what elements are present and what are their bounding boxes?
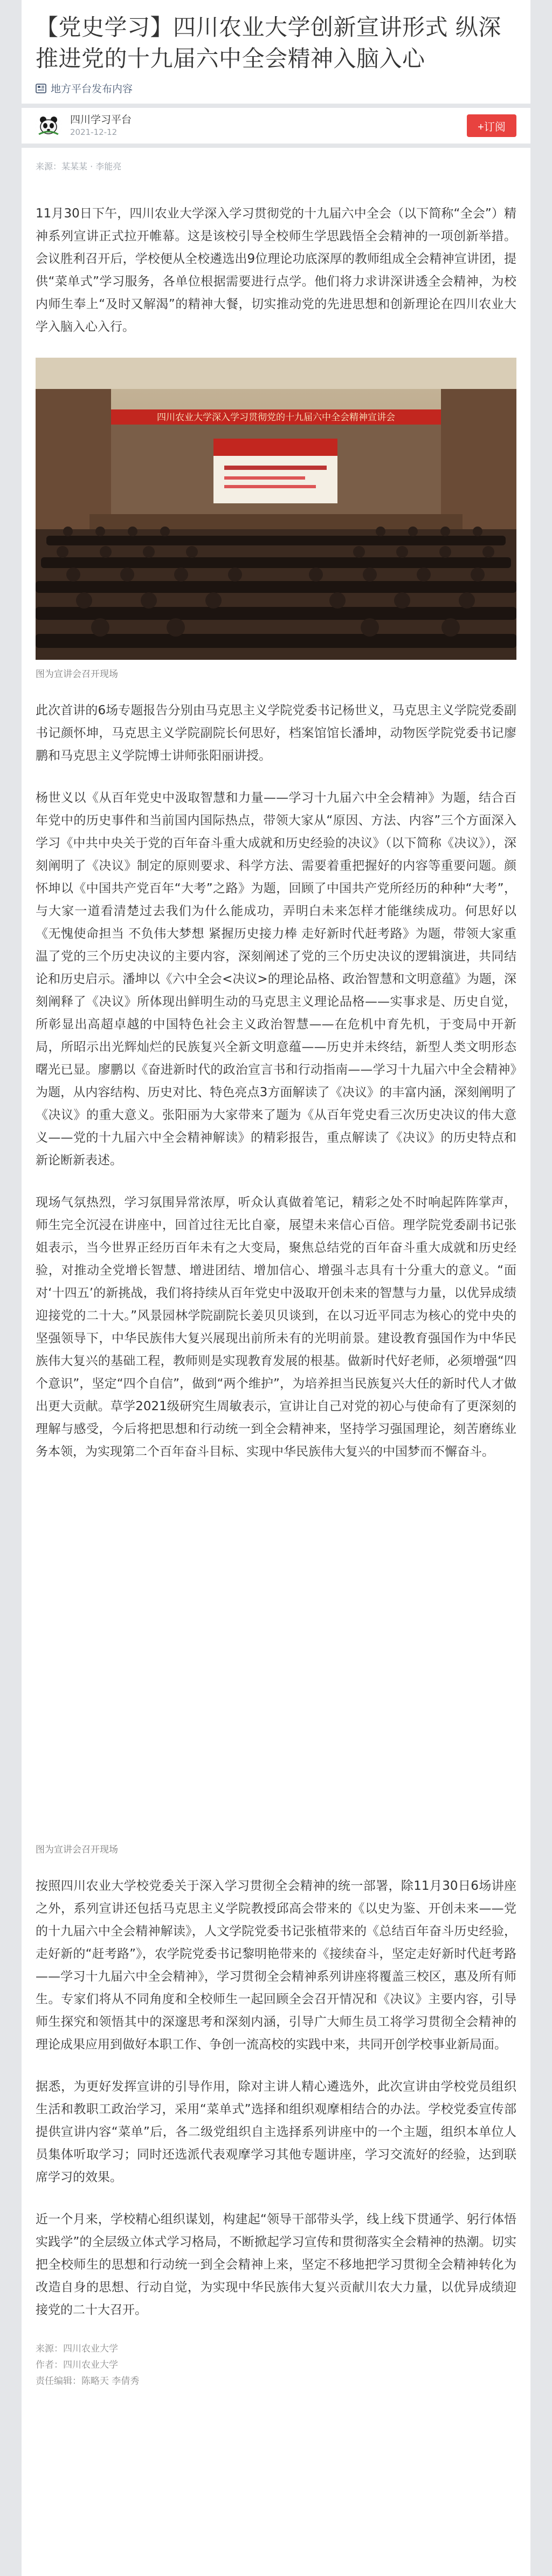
article-body: [22, 148, 530, 2576]
footer-author: 作者：四川农业大学: [36, 2360, 118, 2370]
author-name[interactable]: 四川学习平台: [70, 114, 132, 126]
panda-logo-icon: [36, 113, 61, 139]
subscribe-button[interactable]: +订阅: [467, 114, 516, 137]
author-card: [22, 108, 530, 144]
platform-icon: [36, 84, 46, 93]
photo-caption-2: 图为宣讲会召开现场: [36, 1844, 118, 1855]
paragraph-4: 现场气氛热烈，学习氛围异常浓厚，听众认真做着笔记，精彩之处不时响起阵阵掌声，师生完全沉浸在讲座中，回首过往无比自豪，展望未来信心百倍。理学院党委副书记张姐表示，当今世界正经历百年未有之大变局，聚焦总结党的百年奋斗重大成就和历史经验，对推动全党增长智慧、增进团结、增加信心、增强斗志具有十分重大的意义。“面对‘十四五’的新挑战，我们将持续从百年党史中汲取开创未来的智慧与力量，以优异成绩迎接党的二十大。”风景园林学院副院长姜贝贝谈到，在以习近平同志为核心的党中央的坚强领导下，中华民族伟大复兴展现出前所未有的光明前景。建设教育强国作为中华民族伟大复兴的基础工程，教师则是实现教育发展的根基。做新时代好老师，必须增强“四个意识”，坚定“四个自信”，做到“两个维护”，为培养担当民族复兴大任的新时代人才做出更大贡献。草学2021级研究生周敏表示，宣讲让自己对党的初心与使命有了更深刻的理解与感受，今后将把思想和行动统一到全会精神来，坚持学习强国理论，刻苦磨练业务本领，为实现第二个百年奋斗目标、实现中华民族伟大复兴的中国梦而不懈奋斗。: [36, 1195, 516, 1459]
paragraph-2: 此次首讲的6场专题报告分别由马克思主义学院党委书记杨世义，马克思主义学院党委副书记颜怀坤，马克思主义学院副院长何思好，档案馆馆长潘坤，动物医学院党委书记廖鹏和马克思主义学院博士讲师张阳丽讲授。: [36, 703, 516, 763]
publish-meta-row: [36, 81, 516, 95]
publish-meta-text[interactable]: 地方平台发布内容: [51, 83, 133, 95]
paragraph-7: 近一个月来，学校精心组织谋划，构建起“领导干部带头学，线上线下贯通学、躬行体悟实践学”的全层级立体式学习格局，不断掀起学习宣传和贯彻落实全会精神的热潮。切实把全校师生的思想和行动统一到全会精神上来，坚定不移地把学习贯彻全会精神转化为改造自身的思想、行动自觉，为实现中华民族伟大复兴贡献川农大力量，以优异成绩迎接党的二十大召开。: [36, 2212, 516, 2317]
meeting-hall-image: [36, 358, 516, 660]
meeting-photo: [36, 358, 516, 660]
author-info: [70, 113, 467, 138]
paragraph-1: 11月30日下午，四川农业大学深入学习贯彻党的十九届六中全会（以下简称“全会”）精神系列宣讲正式拉开帷幕。这是该校引导全校师生学思践悟全会精神的一项创新举措。会议胜利召开后，学校便从全校遴选出9位理论功底深厚的教师组成全会精神宣讲团，提供“菜单式”学习服务，各单位根据需要进行点学。他们将力求讲深讲透全会精神，为校内师生奉上“及时又解渴”的精神大餐，切实推动党的先进思想和创新理论在四川农业大学入脑入心入行。: [36, 207, 516, 334]
title-card: [22, 0, 530, 104]
footer-source: 来源：四川农业大学: [36, 2343, 118, 2354]
article-title: 【党史学习】四川农业大学创新宣讲形式 纵深推进党的十九届六中全会精神入脑入心: [36, 14, 501, 72]
footer-editor: 责任编辑：陈略天 李倩秀: [36, 2376, 140, 2387]
meeting-photo-2: [36, 1482, 516, 1835]
paragraph-5: 按照四川农业大学校党委关于深入学习贯彻全会精神的统一部署，除11月30日6场讲座之外，系列宣讲还包括马克思主义学院教授邱高会带来的《以史为鉴、开创未来——党的十九届六中全会精神解读》，人文学院党委书记张植带来的《总结百年奋斗历史经验，走好新的“赶考路”》，农学院党委书记黎明艳带来的《接续奋斗，坚定走好新时代赶考路——学习十九届六中全会精神》，学习贯彻全会精神系列讲座将覆盖三校区，惠及所有师生。专家们将从不同角度和全校师生一起回顾全会召开情况和《决议》主要内容，引导师生探究和领悟其中的深邃思考和深刻内涵，引导广大师生员工将学习贯彻全会精神的理论成果应用到做好本职工作、争创一流高校的实践中来，共同开创学校事业新局面。: [36, 1879, 516, 2052]
photo-caption-1: 图为宣讲会召开现场: [36, 669, 118, 680]
avatar[interactable]: [36, 113, 61, 139]
banner-text: 四川农业大学深入学习贯彻党的十九届六中全会精神宣讲会: [157, 412, 395, 423]
paragraph-6: 据悉，为更好发挥宣讲的引导作用，除对主讲人精心遴选外，此次宣讲由学校党员组织生活和教职工政治学习，采用“菜单式”选择和组织观摩相结合的办法。学校党委宣传部提供宣讲内容“菜单”后，各二级党组织自主选择系列讲座中的一个主题，组织本单位人员集体听取学习；同时还选派代表观摩学习其他专题讲座，学习交流好的经验，达到联席学习的效果。: [36, 2080, 516, 2184]
author-date: 2021-12-12: [70, 127, 118, 137]
paragraph-3: 杨世义以《从百年党史中汲取智慧和力量——学习十九届六中全会精神》为题，结合百年党中的历史事件和当前国内国际热点，带领大家从“原因、方法、内容”三个方面深入学习《中共中央关于党的百年奋斗重大成就和历史经验的决议》（以下简称《决议》），深刻阐明了《决议》制定的原则要求、科学方法、需要着重把握好的内容等重要问题。颜怀坤以《中国共产党百年“大考”之路》为题，回顾了中国共产党所经历的种种“大考”，与大家一道看清楚过去我们为什么能成功，弄明白未来怎样才能继续成功。何思好以《无愧使命担当 不负伟大梦想 紧握历史接力棒 走好新时代赶考路》为题，带领大家重温了党的三个历史决议的主要内容，深刻阐述了党的三个历史决议的逻辑演进，共同结论和历史启示。潘坤以《六中全会<决议>的理论品格、政治智慧和文明意蕴》为题，深刻阐释了《决议》所体现出鲜明生动的马克思主义理论品格——实事求是、历史自觉，所彰显出高超卓越的中国特色社会主义政治智慧——在危机中育先机，于变局中开新局，所昭示出光辉灿烂的民族复兴全新文明意蕴——历史并未终结，新型人类文明形态曙光已显。廖鹏以《奋进新时代的政治宣言书和行动指南——学习十九届六中全会精神》为题，从内容结构、历史对比、特色亮点3方面解读了《决议》的丰富内涵，深刻阐明了《决议》的重大意义。张阳丽为大家带来了题为《从百年党史看三次历史决议的伟大意义——党的十九届六中全会精神解读》的精彩报告，重点解读了《决议》的历史特点和新论断新表述。: [36, 791, 516, 1167]
source-note: 来源：某某某 · 李能亮: [36, 161, 122, 172]
